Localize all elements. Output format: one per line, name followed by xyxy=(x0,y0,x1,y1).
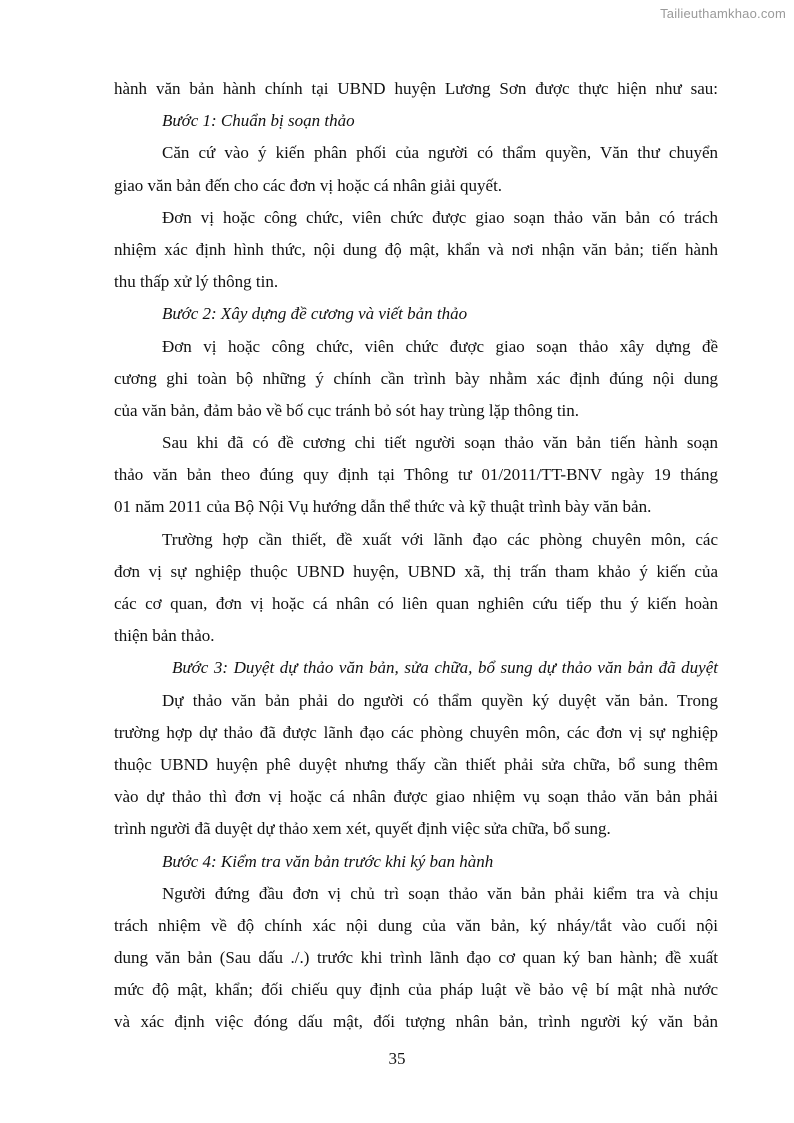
text-line: của văn bản, đảm bảo về bố cục tránh bỏ sót hay trùng lặp thông tin. xyxy=(114,400,580,420)
text-line: trách nhiệm về độ chính xác nội dung của văn bản, ký nháy/tắt vào cuối nội xyxy=(114,915,718,935)
text-line: Đơn vị hoặc công chức, viên chức được giao soạn thảo xây dựng đề xyxy=(162,336,718,356)
text-line: trình người đã duyệt dự thảo xem xét, quyết định việc sửa chữa, bổ sung. xyxy=(114,819,611,839)
text-line: và xác định việc đóng dấu mật, đối tượng nhân bản, trình người ký văn bản xyxy=(114,1012,718,1032)
text-line: Trường hợp cần thiết, đề xuất với lãnh đạo các phòng chuyên môn, các xyxy=(162,529,718,549)
text-line: thảo văn bản theo đúng quy định tại Thông tư 01/2011/TT-BNV ngày 19 tháng xyxy=(114,465,718,485)
document-body xyxy=(114,73,718,1039)
text-line: thuộc UBND huyện phê duyệt nhưng thấy cần thiết phải sửa chữa, bổ sung thêm xyxy=(114,754,718,774)
text-line: cương ghi toàn bộ những ý chính cần trình bày nhằm xác định đúng nội dung xyxy=(114,368,718,388)
step-heading: Bước 1: Chuẩn bị soạn thảo xyxy=(162,111,355,131)
text-line: vào dự thảo thì đơn vị hoặc cá nhân được giao nhiệm vụ soạn thảo văn bản phải xyxy=(114,787,718,807)
text-line: Căn cứ vào ý kiến phân phối của người có thẩm quyền, Văn thư chuyển xyxy=(162,143,718,163)
text-line: Người đứng đầu đơn vị chủ trì soạn thảo văn bản phải kiểm tra và chịu xyxy=(162,883,718,903)
text-line: dung văn bản (Sau dấu ./.) trước khi trình lãnh đạo cơ quan ký ban hành; đề xuất xyxy=(114,948,718,968)
text-line: Sau khi đã có đề cương chi tiết người soạn thảo văn bản tiến hành soạn xyxy=(162,433,718,453)
text-line: đơn vị sự nghiệp thuộc UBND huyện, UBND xã, thị trấn tham khảo ý kiến của xyxy=(114,561,718,581)
text-line: nhiệm xác định hình thức, nội dung độ mật, khẩn và nơi nhận văn bản; tiến hành xyxy=(114,239,718,259)
text-line: Dự thảo văn bản phải do người có thẩm quyền ký duyệt văn bản. Trong xyxy=(162,690,718,710)
text-line: Đơn vị hoặc công chức, viên chức được giao soạn thảo văn bản có trách xyxy=(162,207,718,227)
text-line: thiện bản thảo. xyxy=(114,626,215,646)
step-heading: Bước 4: Kiểm tra văn bản trước khi ký ban hành xyxy=(162,851,494,871)
text-line: giao văn bản đến cho các đơn vị hoặc cá nhân giải quyết. xyxy=(114,175,503,195)
step-heading: Bước 2: Xây dựng đề cương và viết bản thảo xyxy=(162,304,468,324)
text-line: trường hợp dự thảo đã được lãnh đạo các phòng chuyên môn, các đơn vị sự nghiệp xyxy=(114,722,718,742)
text-line: hành văn bản hành chính tại UBND huyện Lương Sơn được thực hiện như sau: xyxy=(114,79,718,98)
page-number: 35 xyxy=(388,1049,406,1068)
text-line: thu thấp xử lý thông tin. xyxy=(114,272,279,292)
text-line: mức độ mật, khẩn; đối chiếu quy định của pháp luật về bảo vệ bí mật nhà nước xyxy=(114,980,718,1000)
step-heading: Bước 3: Duyệt dự thảo văn bản, sửa chữa, bổ sung dự thảo văn bản đã duyệt xyxy=(172,658,718,678)
watermark: Tailieuthamkhao.com xyxy=(660,6,786,21)
text-line: các cơ quan, đơn vị hoặc cá nhân có liên quan nghiên cứu tiếp thu ý kiến hoàn xyxy=(114,594,718,613)
text-line: 01 năm 2011 của Bộ Nội Vụ hướng dẫn thể thức và kỹ thuật trình bày văn bản. xyxy=(114,497,652,517)
